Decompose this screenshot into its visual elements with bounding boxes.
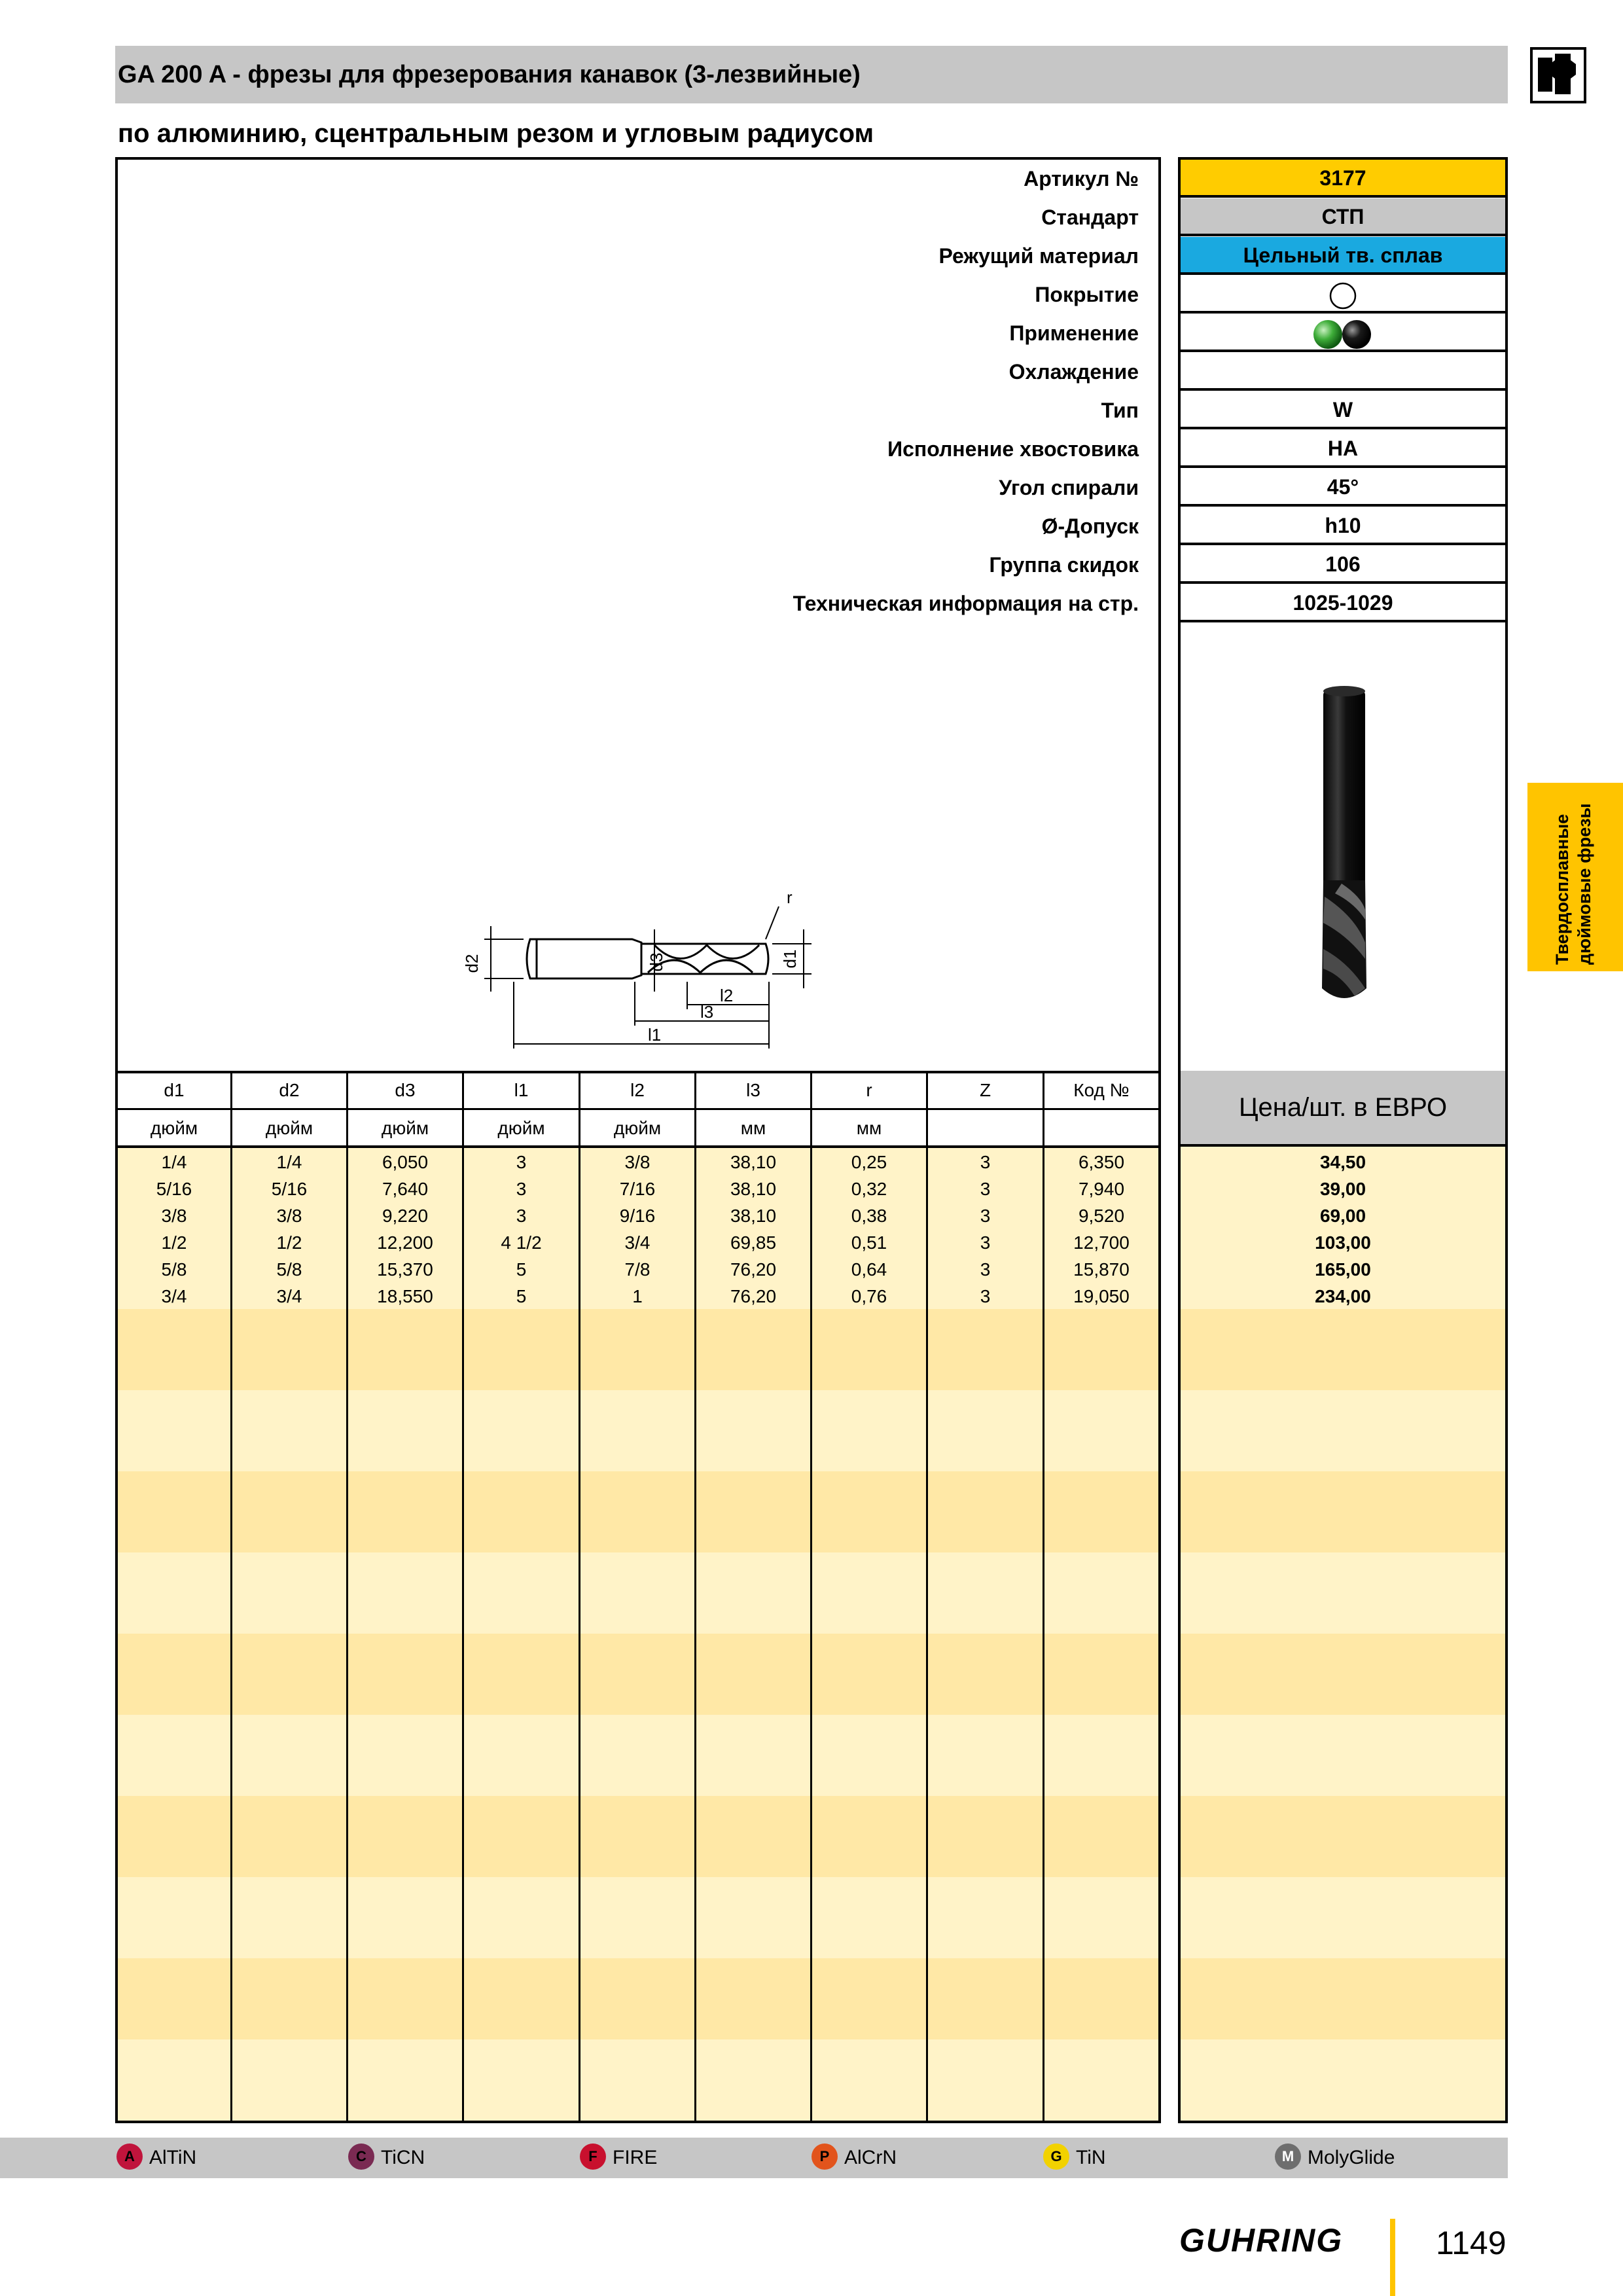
dim-label-d1: d1 — [780, 949, 800, 969]
cell-l1: 4 1/2 — [501, 1232, 542, 1253]
dim-label-l2: l2 — [720, 986, 734, 1005]
cell-d3: 15,370 — [377, 1259, 433, 1280]
spec-label: Режущий материал — [938, 244, 1139, 268]
dim-label-l3: l3 — [700, 1002, 714, 1022]
unit-label: мм — [856, 1118, 882, 1138]
cell-price: 165,00 — [1315, 1259, 1371, 1280]
spec-label: Покрытие — [1035, 283, 1139, 306]
dim-label-d2: d2 — [462, 954, 482, 973]
page-number: 1149 — [1436, 2225, 1507, 2261]
standard-value: СТП — [1181, 198, 1505, 234]
cell-l2: 3/8 — [624, 1152, 651, 1172]
cutting-material-value: Цельный тв. сплав — [1181, 237, 1505, 272]
cell-d2: 1/4 — [276, 1152, 302, 1172]
tin-coating-icon: G — [1043, 2144, 1069, 2170]
cell-price: 39,00 — [1319, 1179, 1366, 1199]
application-icons — [1307, 317, 1379, 351]
cell-l3: 76,20 — [730, 1286, 777, 1306]
cell-l2: 7/8 — [624, 1259, 651, 1280]
cell-d1: 1/4 — [161, 1152, 187, 1172]
cell-d1: 5/8 — [161, 1259, 187, 1280]
cutting-material — [1181, 237, 1505, 275]
legend-item-tin — [1043, 2138, 1106, 2178]
cell-d1: 3/8 — [161, 1206, 187, 1226]
cell-l3: 38,10 — [730, 1179, 777, 1199]
cell-d3: 12,200 — [377, 1232, 433, 1253]
standard — [1181, 198, 1505, 236]
dim-label-l1: l1 — [648, 1025, 662, 1045]
legend-item-molyglide — [1275, 2138, 1395, 2178]
tech-info-pages: 1025-1029 — [1181, 584, 1505, 622]
cell-z: 3 — [980, 1179, 991, 1199]
altin-coating-icon: A — [116, 2144, 143, 2170]
cell-z: 3 — [980, 1206, 991, 1226]
unit-label: дюйм — [613, 1118, 662, 1138]
spec-label: Тип — [1101, 399, 1139, 422]
cell-d2: 3/4 — [276, 1286, 302, 1306]
cell-l2: 7/16 — [619, 1179, 656, 1199]
cell-d3: 7,640 — [382, 1179, 429, 1199]
brand-logo: GUHRING — [1179, 2222, 1344, 2259]
col-header-l2: l2 — [630, 1080, 645, 1100]
price-header: Цена/шт. в ЕВРО — [1238, 1093, 1448, 1122]
cell-d3: 9,220 — [382, 1206, 429, 1226]
cell-r: 0,25 — [851, 1152, 887, 1172]
unit-label: дюйм — [497, 1118, 545, 1138]
legend-label: TiCN — [381, 2147, 425, 2168]
spec-label: Артикул № — [1024, 167, 1139, 190]
cell-r: 0,51 — [851, 1232, 887, 1253]
legend-item-altin — [116, 2138, 196, 2178]
spec-label: Угол спирали — [999, 476, 1139, 499]
cell-l1: 3 — [516, 1179, 527, 1199]
spec-label: Исполнение хвостовика — [887, 437, 1139, 461]
col-header-d2: d2 — [279, 1080, 300, 1100]
dim-label-d3: d3 — [647, 952, 666, 972]
cell-l1: 3 — [516, 1152, 527, 1172]
helix-angle: 45° — [1181, 469, 1505, 507]
cell-l3: 69,85 — [730, 1232, 777, 1253]
cell-l1: 5 — [516, 1286, 527, 1306]
uncoated-icon — [1327, 280, 1359, 312]
legend-label: FIRE — [613, 2147, 658, 2168]
cell-z: 3 — [980, 1152, 991, 1172]
article-number — [1181, 160, 1505, 198]
unit-label: мм — [740, 1118, 766, 1138]
tool-dimension-drawing — [458, 877, 825, 1060]
legend-label: AlCrN — [844, 2147, 897, 2168]
legend-label: AlTiN — [149, 2147, 197, 2168]
unit-label: дюйм — [150, 1118, 198, 1138]
cell-code: 9,520 — [1078, 1206, 1125, 1226]
cell-code: 15,870 — [1073, 1259, 1130, 1280]
shank-type: HA — [1181, 430, 1505, 468]
coolant — [1181, 353, 1505, 391]
cell-r: 0,64 — [851, 1259, 887, 1280]
cell-d1: 1/2 — [161, 1232, 187, 1253]
spec-label: Применение — [1009, 321, 1139, 345]
green-material-icon — [1313, 320, 1342, 349]
cell-price: 103,00 — [1315, 1232, 1371, 1253]
cell-d2: 3/8 — [276, 1206, 302, 1226]
legend-label: TiN — [1076, 2147, 1106, 2168]
cell-l3: 38,10 — [730, 1152, 777, 1172]
cell-z: 3 — [980, 1286, 991, 1306]
cell-code: 7,940 — [1078, 1179, 1125, 1199]
cell-z: 3 — [980, 1259, 991, 1280]
application — [1181, 314, 1505, 352]
discount-group: 106 — [1181, 546, 1505, 584]
type: W — [1181, 391, 1505, 429]
col-header-d3: d3 — [395, 1080, 416, 1100]
page-title: GA 200 A - фрезы для фрезерования канавок (3-лезвийные) — [118, 61, 861, 88]
dim-label-r: r — [787, 888, 793, 907]
col-header-d1: d1 — [164, 1080, 185, 1100]
legend-label: MolyGlide — [1308, 2147, 1395, 2168]
col-header-l1: l1 — [514, 1080, 529, 1100]
tool-image — [1302, 681, 1387, 1008]
cell-d2: 5/16 — [271, 1179, 308, 1199]
cell-price: 69,00 — [1319, 1206, 1366, 1226]
alcrn-coating-icon: P — [812, 2144, 838, 2170]
col-header-z: Z — [979, 1080, 991, 1100]
cell-d1: 5/16 — [156, 1179, 192, 1199]
cell-code: 6,350 — [1078, 1152, 1125, 1172]
col-header-code: Код № — [1073, 1080, 1130, 1100]
cell-d2: 1/2 — [276, 1232, 302, 1253]
cell-price: 34,50 — [1319, 1152, 1366, 1172]
cell-d2: 5/8 — [276, 1259, 302, 1280]
cell-l3: 38,10 — [730, 1206, 777, 1226]
cell-d3: 6,050 — [382, 1152, 429, 1172]
diameter-tolerance: h10 — [1181, 507, 1505, 545]
cell-d1: 3/4 — [161, 1286, 187, 1306]
col-header-r: r — [866, 1080, 872, 1100]
page-subtitle: по алюминию, сцентральным резом и угловым радиусом — [118, 119, 874, 148]
spec-label: Охлаждение — [1008, 360, 1139, 384]
legend-item-fire — [580, 2138, 657, 2178]
cell-l2: 1 — [632, 1286, 643, 1306]
black-material-icon — [1342, 320, 1371, 349]
cell-z: 3 — [980, 1232, 991, 1253]
legend-item-alcrn — [812, 2138, 897, 2178]
spec-label: Стандарт — [1041, 206, 1139, 229]
cell-d3: 18,550 — [377, 1286, 433, 1306]
cell-r: 0,32 — [851, 1179, 887, 1199]
section-side-tab-label — [1527, 783, 1623, 971]
molyglide-coating-icon: M — [1275, 2144, 1301, 2170]
side-tab-line2: дюймовые фрезы — [1575, 803, 1594, 965]
cell-r: 0,38 — [851, 1206, 887, 1226]
coating — [1181, 276, 1505, 314]
tool-category-icon — [1529, 46, 1588, 105]
cell-l2: 9/16 — [619, 1206, 656, 1226]
legend-item-ticn — [348, 2138, 425, 2178]
spec-labels — [115, 160, 1158, 618]
fire-coating-icon: F — [580, 2144, 606, 2170]
footer-accent-bar — [1390, 2219, 1395, 2296]
unit-label: дюйм — [381, 1118, 429, 1138]
spec-label: Техническая информация на стр. — [793, 592, 1139, 615]
article-number-value: 3177 — [1181, 160, 1505, 195]
cell-l2: 3/4 — [624, 1232, 651, 1253]
col-header-l3: l3 — [746, 1080, 760, 1100]
cell-l3: 76,20 — [730, 1259, 777, 1280]
cell-price: 234,00 — [1315, 1286, 1371, 1306]
spec-label: Ø-Допуск — [1041, 514, 1139, 538]
cell-code: 19,050 — [1073, 1286, 1130, 1306]
side-tab-line1: Твердосплавные — [1552, 814, 1572, 965]
cell-l1: 3 — [516, 1206, 527, 1226]
ticn-coating-icon: C — [348, 2144, 374, 2170]
spec-label: Группа скидок — [989, 553, 1139, 577]
cell-l1: 5 — [516, 1259, 527, 1280]
cell-code: 12,700 — [1073, 1232, 1130, 1253]
unit-label: дюйм — [265, 1118, 313, 1138]
cell-r: 0,76 — [851, 1286, 887, 1306]
